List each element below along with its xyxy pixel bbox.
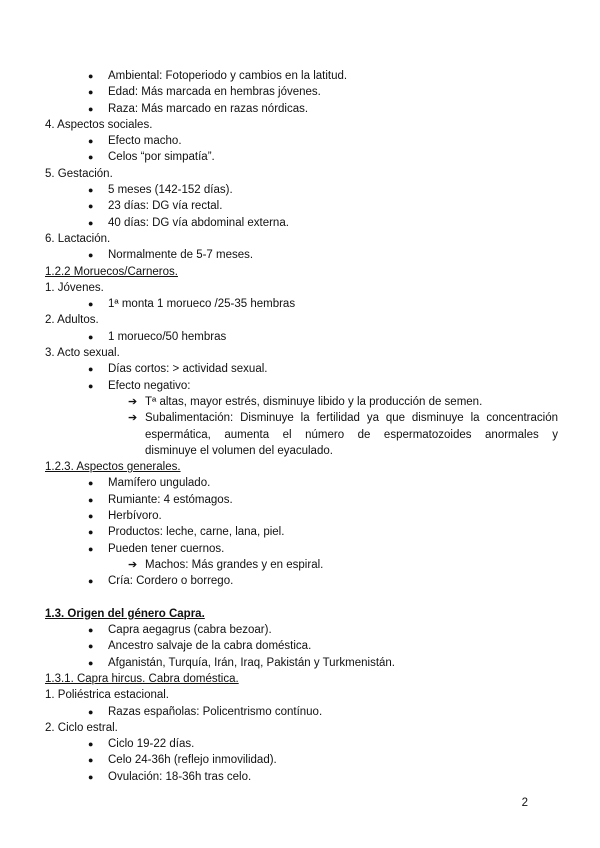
bullet-item <box>0 736 600 752</box>
bullet-text: 1ª monta 1 morueco /25-35 hembras <box>108 298 296 311</box>
bullet-text: 5 meses (142-152 días). <box>108 184 233 197</box>
bullet-item <box>0 361 600 377</box>
numbered-item-text: 1. Jóvenes. <box>45 281 104 294</box>
bullet-text: Ambiental: Fotoperiodo y cambios en la latitud. <box>108 70 348 82</box>
major-section-heading <box>0 606 600 622</box>
bullet-item <box>0 508 600 524</box>
numbered-item <box>0 312 600 328</box>
document-body <box>0 68 600 785</box>
bullet-text: Herbívoro. <box>108 510 162 523</box>
bullet-item <box>0 655 600 671</box>
numbered-item-text: 1. Poliéstrica estacional. <box>45 689 170 702</box>
bullet-text: 1 morueco/50 hembras <box>108 330 227 343</box>
bullet-item <box>0 84 600 100</box>
bullet-icon: ● <box>88 201 94 212</box>
bullet-item <box>0 492 600 508</box>
bullet-item <box>0 378 600 394</box>
bullet-icon: ● <box>88 657 94 668</box>
bullet-icon: ● <box>88 576 94 587</box>
bullet-text: Efecto macho. <box>108 135 182 148</box>
bullet-item <box>0 182 600 198</box>
bullet-text: Celos “por simpatía”. <box>108 151 215 164</box>
bullet-text: Rumiante: 4 estómagos. <box>108 493 233 506</box>
numbered-item <box>0 117 600 133</box>
arrow-item <box>0 557 600 573</box>
bullet-item <box>0 573 600 589</box>
bullet-item <box>0 524 600 540</box>
arrow-text: Subalimentación: Disminuye la fertilidad ya que disminuye la concentración <box>145 412 558 425</box>
bullet-item <box>0 198 600 214</box>
bullet-text: Pueden tener cuernos. <box>108 542 225 555</box>
bullet-icon: ● <box>88 250 94 261</box>
arrow-right-icon: ➔ <box>128 412 138 425</box>
page-number: 2 <box>521 797 528 809</box>
section-heading <box>0 459 600 475</box>
bullet-item <box>0 541 600 557</box>
bullet-item <box>0 752 600 768</box>
bullet-text: 23 días: DG vía rectal. <box>108 200 223 213</box>
bullet-text: Raza: Más marcado en razas nórdicas. <box>108 102 309 115</box>
continuation-line <box>0 427 558 443</box>
arrow-right-icon: ➔ <box>128 395 138 408</box>
bullet-item <box>0 68 600 84</box>
continuation-text: espermática, aumenta el número de espermatozoides anormales y <box>145 428 558 441</box>
numbered-item-text: 5. Gestación. <box>45 167 113 180</box>
bullet-text: Mamífero ungulado. <box>108 477 211 490</box>
bullet-icon: ● <box>88 331 94 342</box>
bullet-icon: ● <box>88 136 94 147</box>
section-heading-text: 1.2.2 Moruecos/Carneros. <box>45 265 178 278</box>
bullet-item <box>0 475 600 491</box>
bullet-icon: ● <box>88 152 94 163</box>
arrow-text: Tª altas, mayor estrés, disminuye libido y la producción de semen. <box>145 395 483 408</box>
bullet-item <box>0 149 600 165</box>
bullet-text: Días cortos: > actividad sexual. <box>108 363 268 376</box>
bullet-item <box>0 215 600 231</box>
numbered-item-text: 2. Adultos. <box>45 314 99 327</box>
blank-line <box>0 590 600 606</box>
bullet-text: Capra aegagrus (cabra bezoar). <box>108 624 272 637</box>
numbered-item <box>0 720 600 736</box>
bullet-item <box>0 329 600 345</box>
bullet-icon: ● <box>88 739 94 750</box>
bullet-text: Celo 24-36h (reflejo inmovilidad). <box>108 754 277 767</box>
numbered-item-text: 6. Lactación. <box>45 232 111 245</box>
bullet-text: Ovulación: 18-36h tras celo. <box>108 770 252 783</box>
bullet-icon: ● <box>88 71 94 81</box>
bullet-text: 40 días: DG vía abdominal externa. <box>108 216 289 229</box>
bullet-text: Edad: Más marcada en hembras jóvenes. <box>108 86 321 99</box>
bullet-icon: ● <box>88 625 94 636</box>
numbered-item-text: 3. Acto sexual. <box>45 347 120 360</box>
bullet-icon: ● <box>88 755 94 766</box>
bullet-text: Cría: Cordero o borrego. <box>108 575 234 588</box>
bullet-icon: ● <box>88 364 94 375</box>
bullet-icon: ● <box>88 543 94 554</box>
arrow-right-icon: ➔ <box>128 558 138 571</box>
bullet-icon: ● <box>88 299 94 310</box>
bullet-icon: ● <box>88 478 94 489</box>
bullet-icon: ● <box>88 217 94 228</box>
numbered-item <box>0 687 600 703</box>
bullet-item <box>0 133 600 149</box>
numbered-item-text: 4. Aspectos sociales. <box>45 118 153 131</box>
arrow-text: Machos: Más grandes y en espiral. <box>145 558 324 571</box>
bullet-item <box>0 622 600 638</box>
bullet-icon: ● <box>88 103 94 114</box>
numbered-item <box>0 345 600 361</box>
major-section-heading-text: 1.3. Origen del género Capra. <box>45 607 205 620</box>
bullet-icon: ● <box>88 771 94 782</box>
section-heading <box>0 671 600 687</box>
bullet-icon: ● <box>88 185 94 196</box>
bullet-icon: ● <box>88 494 94 505</box>
continuation-text: disminuye el volumen del eyaculado. <box>145 444 333 457</box>
numbered-item <box>0 280 600 296</box>
bullet-item <box>0 638 600 654</box>
numbered-item <box>0 231 600 247</box>
numbered-item-text: 2. Ciclo estral. <box>45 721 118 734</box>
numbered-item <box>0 166 600 182</box>
arrow-item <box>0 410 558 426</box>
bullet-icon: ● <box>88 511 94 522</box>
bullet-item <box>0 247 600 263</box>
bullet-icon: ● <box>88 706 94 717</box>
bullet-text: Afganistán, Turquía, Irán, Iraq, Pakistán y Turkmenistán. <box>108 656 396 669</box>
bullet-item <box>0 704 600 720</box>
bullet-text: Normalmente de 5-7 meses. <box>108 249 254 262</box>
section-heading-text: 1.2.3. Aspectos generales. <box>45 461 181 474</box>
bullet-text: Ancestro salvaje de la cabra doméstica. <box>108 640 312 653</box>
bullet-icon: ● <box>88 380 94 391</box>
bullet-item <box>0 296 600 312</box>
bullet-item <box>0 769 600 785</box>
arrow-item <box>0 394 600 410</box>
bullet-text: Productos: leche, carne, lana, piel. <box>108 526 285 539</box>
bullet-text: Razas españolas: Policentrismo contínuo. <box>108 705 323 718</box>
bullet-text: Efecto negativo: <box>108 379 191 392</box>
bullet-icon: ● <box>88 641 94 652</box>
section-heading-text: 1.3.1. Capra hircus. Cabra doméstica. <box>45 672 239 685</box>
bullet-icon: ● <box>88 527 94 538</box>
bullet-icon: ● <box>88 87 94 98</box>
bullet-text: Ciclo 19-22 días. <box>108 738 195 751</box>
bullet-item <box>0 101 600 117</box>
continuation-line <box>0 443 600 459</box>
section-heading <box>0 264 600 280</box>
